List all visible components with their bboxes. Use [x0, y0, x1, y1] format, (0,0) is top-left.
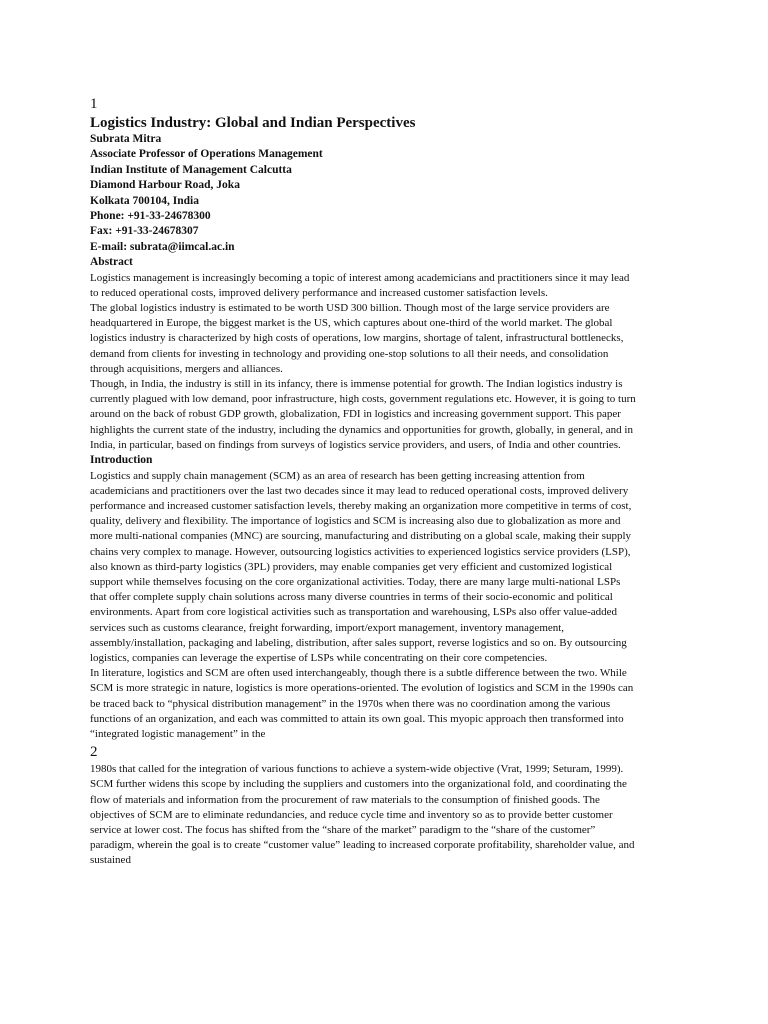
paper-title: Logistics Industry: Global and Indian Perspectives	[90, 115, 416, 131]
author-block	[90, 132, 638, 255]
page-number: 2	[90, 744, 98, 761]
abstract-paragraph: The global logistics industry is estimated to be worth USD 300 billion. Though most of the large service providers are headquartered in Europe, the biggest market is the US, which captures about one-third of the world market. The global logistics industry is characterized by high costs of operations, low margins, shortage of talent, infrastructural bottlenecks, demand from clients for investing in technology and providing one-stop solutions to all their needs, and consolidation through acquisitions, mergers and alliances.	[90, 302, 624, 375]
author-address-line-1: Diamond Harbour Road, Joka	[90, 179, 240, 192]
author-phone: Phone: +91-33-24678300	[90, 210, 211, 223]
abstract-paragraph: Though, in India, the industry is still in its infancy, there is immense potential for growth. The Indian logistics industry is currently plagued with low demand, poor infrastructure, high costs, government regulations etc. However, it is going to turn around on the back of robust GDP growth, globalization, FDI in logistics and increasing government support. This paper highlights the current state of the industry, including the dynamics and opportunities for growth, globally, in general, and in India, in particular, based on findings from surveys of logistics service providers, and users, of India and other countries.	[90, 378, 636, 451]
introduction-paragraph: In literature, logistics and SCM are often used interchangeably, though there is a subtle difference between the two. While SCM is more strategic in nature, logistics is more operations-oriented. The evolution of logistics and SCM in the 1990s can be traced back to “physical distribution management” in the 1970s when there was no coordination among the various functions of an organization, and each was committed to attain its own goal. This myopic approach then transformed into “integrated logistic management” in the	[90, 667, 634, 740]
author-fax: Fax: +91-33-24678307	[90, 225, 199, 238]
author-name: Subrata Mitra	[90, 133, 162, 145]
page-number: 1	[90, 96, 98, 112]
abstract-paragraph: Logistics management is increasingly becoming a topic of interest among academicians and practitioners since it may lead to reduced operational costs, improved delivery performance and increased customer satisfaction levels.	[90, 271, 630, 299]
author-position: Associate Professor of Operations Management	[90, 148, 323, 161]
document-page	[90, 94, 638, 869]
author-email: E-mail: subrata@iimcal.ac.in	[90, 240, 235, 253]
author-institution: Indian Institute of Management Calcutta	[90, 163, 292, 176]
introduction-paragraph: Logistics and supply chain management (SCM) as an area of research has been getting increasing attention from academicians and practitioners over the last two decades since it may lead to reduced operational costs, improved delivery performance and increased customer satisfaction levels, thereby making an organization more competitive in terms of cost, quality, delivery and flexibility. The importance of logistics and SCM is increasing also due to globalization as more and more multi-national companies (MNC) are sourcing, manufacturing and distributing on a global scale, making their supply chains very complex to manage. However, outsourcing logistics activities to experienced logistics service providers (LSP), also known as third-party logistics (3PL) providers, may enable companies get very efficient and customized logistical support while themselves focusing on the core organizational activities. Today, there are many large multi-national LSPs that offer complete supply chain solutions across many diverse countries in terms of their socio-economic and political environments. Apart from core logistical activities such as transportation and warehousing, LSPs also offer value-added services such as customs clearance, freight forwarding, import/export management, inventory management, assembly/installation, packaging and labeling, distribution, after sales support, reverse logistics and so on. By outsourcing logistics, companies can leverage the expertise of LSPs while concentrating on their core competencies.	[90, 469, 632, 664]
abstract-heading: Abstract	[90, 256, 133, 269]
introduction-paragraph: 1980s that called for the integration of various functions to achieve a system-wide objective (Vrat, 1999; Seturam, 1999). SCM further widens this scope by including the suppliers and customers into the organizational fold, and coordinating the flow of materials and information from the procurement of raw materials to the consumption of finished goods. The objectives of SCM are to eliminate redundancies, and reduce cycle time and inventory so as to provide better customer service at lower cost. The focus has shifted from the “share of the market” paradigm to the “share of the customer” paradigm, wherein the goal is to create “customer value” leading to increased corporate profitability, shareholder value, and sustained	[90, 763, 635, 867]
introduction-heading: Introduction	[90, 454, 153, 467]
author-address-line-2: Kolkata 700104, India	[90, 194, 199, 207]
